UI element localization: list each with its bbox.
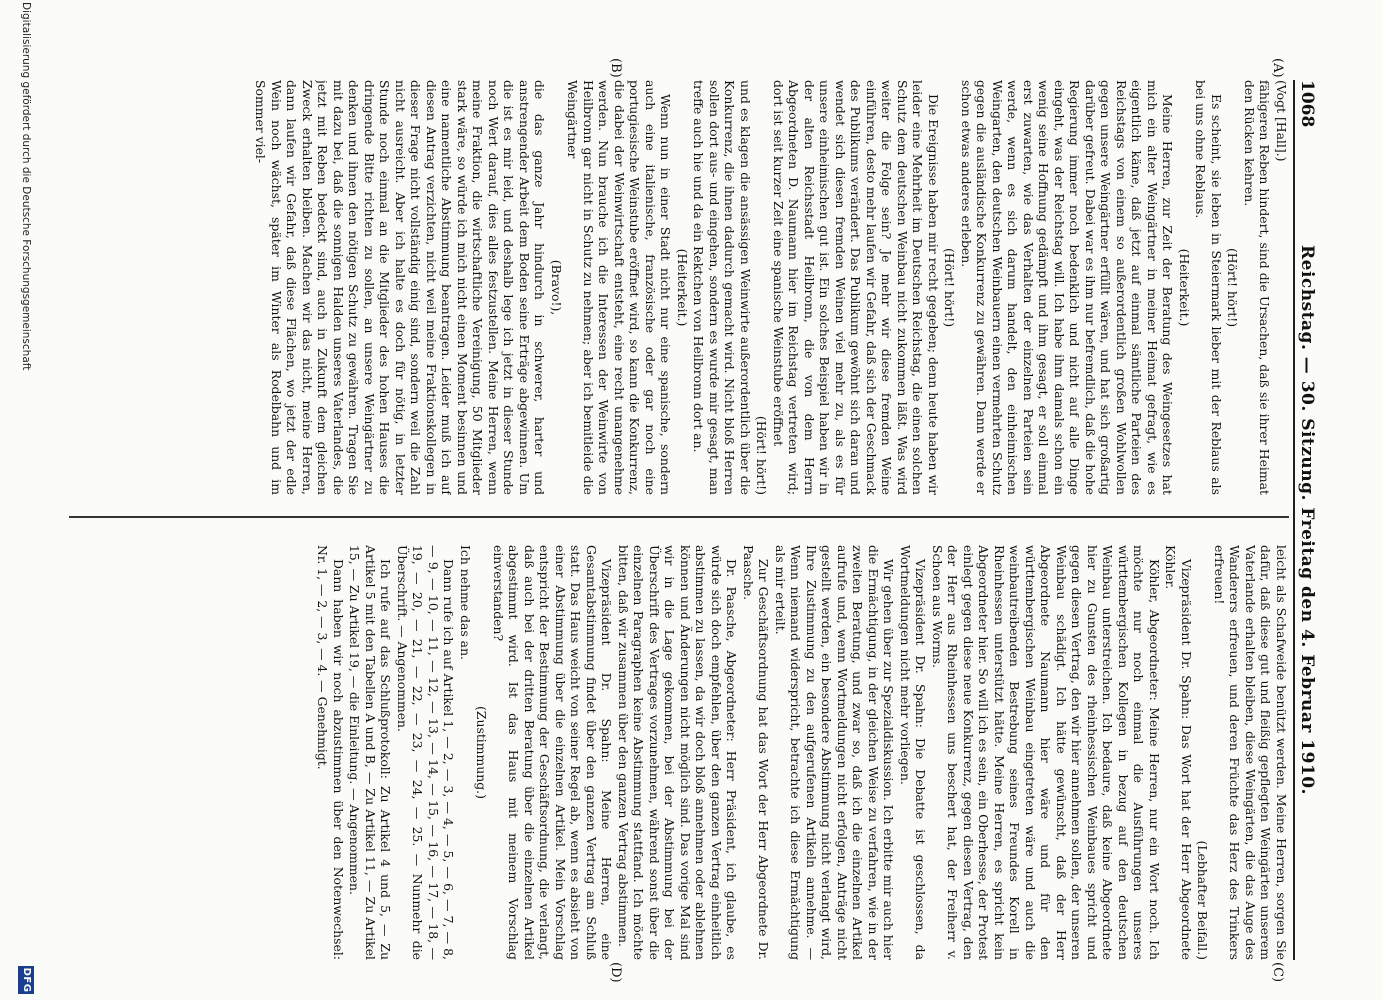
paragraph: fähigeren Reben hindert, sind die Ursachen, daß sie ihrer Heimat den Rücken kehren. <box>1242 80 1273 495</box>
paragraph: Vizepräsident Dr. Spahn: Die Debatte ist geschlossen, da Wortmeldungen nicht mehr vorliegen. <box>898 545 929 960</box>
paragraph: (Vogt [Hall].) <box>1274 80 1289 162</box>
dfg-logo: DFG <box>18 966 34 994</box>
paragraph: Zur Geschäftsordnung hat das Wort der Herr Abgeordnete Dr. Paasche. <box>741 545 772 960</box>
paragraph: Es scheint, sie leben in Steiermark lieber mit der Reblaus als bei uns ohne Reblaus. <box>1193 80 1224 495</box>
funding-credit: Digitalisierung gefördert durch die Deutsche Forschungsgemeinschaft <box>20 2 32 371</box>
left-text-column <box>69 80 1289 495</box>
paragraph: Ich nehme das an. <box>458 545 473 660</box>
right-text-column <box>69 545 1289 960</box>
paragraph: Wenn nun in einer Stadt nicht nur eine spanische, sondern auch eine italienische, französische oder gar noch eine portugiesische Weinstube eröffnet wird, so kann die Konkurrenz, die dabei der Weinwirtschaft entsteht, eine recht unangenehme werden. Nun brauche ich die Interessen der Weinwirte von Heilbronn gar nicht in Schutz zu nehmen; aber ich bemitleide die Weingärtner <box>565 80 674 495</box>
margin-letter-d: (D) <box>608 962 623 983</box>
margin-letter-c: (C) <box>1270 962 1285 983</box>
paragraph: Ich rufe auf das Schlußprotokoll: Zu Artikel 4 und 5, — Zu Artikel 5 mit den Tabellen A und B, — Zu Artikel 11, — Zu Artikel 15, — Zu Artikel 19, — die Einleitung. — Angenommen. <box>347 545 394 960</box>
running-title: Reichstag. — 30. Sitzung. Freitag den 4. Februar 1910. <box>1297 245 1317 795</box>
margin-letter-b: (B) <box>608 58 623 78</box>
paragraph: (Hört! hört!) <box>1225 247 1241 328</box>
paragraph: Köhler, Abgeordneter: Meine Herren, nur ein Wort noch. Ich möchte nur noch einmal die Ausführungen unseres württembergischen Kollegen in bezug auf den deutschen Weinbau unterstreichen. Ich bedaure, daß keine Abgeordnete hier zu Gunsten des rheinhessischen Weinbaues spricht und gegen diesen Vertrag, den wir hier annehmen sollen, der unseren Weinbau schädigt. Ich hätte gewünscht, daß der Herr Abgeordnete Naumann hier wäre und für den württembergischen Weinbau eingetreten wäre und auch die weinbautreibenden Bestrebung seines Freundes Korell in Rheinhessen unterstützt hätte. Meine Herren, es spricht kein Abgeordneter hier. So will ich es sein, ein Oberhesse, der Protest einlegt gegen diese neue Konkurrenz, gegen diesen Vertrag, den der Herr aus Rheinhessen uns beschert hat, der Freiherr v. Schoen aus Worms. <box>930 545 1162 960</box>
paragraph: Vizepräsident Dr. Spahn: Das Wort hat der Herr Abgeordnete Köhler. <box>1163 545 1194 960</box>
paragraph: (Heiterkeit.) <box>675 248 690 327</box>
paragraph: Wir gehen über zur Spezialdiskussion. Ich erbitte mir auch hier die Ermächtigung, in der gleichen Weise zu verfahren, wie in der zweiten Beratung, und zwar so, daß ich die einzelnen Artikel aufrufe und, wenn Wortmeldungen nicht erfolgen, Anträge nicht gestellt werden, ein besondere Abstimmung nicht verlangt wird, Ihre Zustimmung zu den aufgerufenen Artikeln annehme. — Wenn niemand widerspricht, betrachte ich diese Ermächtigung als mir erteilt. <box>773 545 897 960</box>
column-divider <box>69 516 1289 518</box>
paragraph: (Heiterkeit.) <box>1177 248 1192 327</box>
paragraph: (Hört! hört!) <box>942 247 958 328</box>
paragraph: leicht als Schafweide benützt werden. Meine Herren, sorgen Sie dafür, daß diese gut und fleißig gepflegten Weingärten unserem Vaterlande erhalten bleiben, diese Weingärten, die das Auge des Wanderers erfreuen, und deren Früchte das Herz des Trinkers erfreuen! <box>1212 545 1289 960</box>
margin-letter-a: (A) <box>1270 58 1285 78</box>
paragraph: Die Ereignisse haben mir recht gegeben; denn heute haben wir leider eine Mehrheit im Deutschen Reichstag, die einen solchen Schutz dem deutschen Weinbau nicht zukommen läßt. Was wird weiter die Folge sein? Je mehr wir diese fremden Weine einführen, desto mehr laufen wir Gefahr, daß sich der Geschmack des Publikums verändert. Das Publikum gewöhnt sich daran und wendet sich diesen fremden Weinen viel mehr zu, als es für unsere einheimischen gut ist. Ein solches Beispiel haben wir in der alten Reichsstadt Heilbronn, die von dem Herrn Abgeordneten D. Naumann hier im Reichstag vertreten wird; dort ist seit kurzer Zeit eine spanische Weinstube eröffnet <box>771 80 941 495</box>
paragraph: (Hört! hört!) <box>754 415 770 495</box>
paragraph: Vizepräsident Dr. Spahn: Meine Herren, eine Gesamtabstimmung findet über den ganzen Vertrag am Schluß statt. Das Haus weicht von seiner Regel ab, wenn es absieht von einer Abstimmung über die einzelnen Artikel. Mein Vorschlag entspricht der Bestimmung der Geschäftsordnung, die verlangt, daß auch bei der dritten Beratung über die einzelnen Artikel abgestimmt wird. Ist das Haus mit meinem Vorschlag einverstanden? <box>491 545 615 960</box>
paragraph: (Zustimmung.) <box>474 706 490 799</box>
paragraph: (Lebhafter Beifall.) <box>1195 840 1211 960</box>
paragraph: die das ganze Jahr hindurch in schwerer, harter und anstrengender Arbeit dem Boden seine Erträge abgewinnen. Um die ist es mir leid, und deshalb lege ich jetzt in dieser Stunde noch Wert darauf, dies alles festzustellen. Meine Herren, wenn meine Fraktion, die wirtschaftliche Vereinigung, 50 Mitglieder stark wäre, so würde ich mich nicht einen Moment besinnen und eine namentliche Abstimmung beantragen. Leider muß ich auf diesen Antrag verzichten, nicht weil meine Fraktionskollegen in dieser Frage nicht vollständig einig sind, sondern weil die Zahl nicht ausreicht. Aber ich halte es doch für nötig, in letzter Stunde noch einmal an die Mitglieder des hohen Hauses die dringende Bitte richten zu sollen, an unsere Weingärtner zu denken und ihnen den nötigen Schutz zu gewähren. Tragen Sie mit dazu bei, daß die sonnigen Halden unseres Vaterlandes, die jetzt mit Reben bedeckt sind, auch in Zukunft dem gleichen Zweck erhalten bleiben. Machen wir das nicht, meine Herren, dann laufen wir Gefahr, daß diese Flächen, wo jetzt der edle Wein noch wächst, später im Winter als Rodelbahn und im Sommer viel- <box>253 80 548 495</box>
paragraph: (Bravo!), <box>549 259 564 316</box>
paragraph: und es klagen die ansässigen Weinwirte außerordentlich über die Konkurrenz, die ihnen dadurch gemacht wird. Nicht bloß Herren sollen dort aus- und eingehen, sondern es wurde mir gesagt, man treffe auch hie und da ein Rektchen von Heilbronn dort an. <box>691 80 753 495</box>
page-number: 1068 <box>1297 80 1317 128</box>
page-footer <box>11 0 37 1000</box>
paragraph: Dann rufe ich auf Artikel 1, — 2, — 3, — 4, — 5, — 6, — 7, — 8, — 9, — 10, — 11, — 12, — 13, — 14, — 15, — 16, — 17, — 18, — 19, — 20, — 21, — 22, — 23, — 24, — 25. — Nunmehr die Überschrift. — Angenommen. <box>395 545 457 960</box>
paragraph: Dr. Paasche, Abgeordneter: Herr Präsident, ich glaube, es würde sich doch empfehlen, über den ganzen Vertrag einheitlich abstimmen zu lassen, da wir doch bloß annehmen oder ablehnen können und Änderungen nicht möglich sind. Das vorige Mal sind wir in die Lage gekommen, bei der Abstimmung bei der Überschrift des Vertrages vorzunehmen, während sonst über die einzelnen Paragraphen keine Abstimmung stattfand. Ich möchte bitten, daß wir zusammen über den ganzen Vertrag abstimmen. <box>616 545 740 960</box>
paragraph: Dann haben wir noch abzustimmen über den Notenwechsel: Nr. 1, — 2, — 3, — 4. — Genehmigt. <box>315 545 346 960</box>
page-header <box>1293 80 1317 960</box>
paragraph: Meine Herren, zur Zeit der Beratung des Weingesetzes hat mich ein alter Weingärtner in meiner Heimat gefragt, wie es eigentlich käme, daß jetzt auf einmal sämtliche Parteien des Reichstags von einem so außerordentlich großen Wohlwollen gegen unsere Weingärtner erfüllt wären, und hat sich großartig darüber gefreut. Dabei war es ihm nur befremdlich, daß die hohe Regierung immer noch bedenklich und nicht auf alle Dinge eingeht, was der Reichstag will. Ich habe ihm damals schon ein wenig seine Hoffnung gedämpft und ihm gesagt, er soll einmal erst zuwarten, wie das Verhalten der einzelnen Parteien sein werde, wenn es sich darum handelt, den einheimischen Weingarten, den deutschen Weinbauern einen vermehrten Schutz gegen die ausländische Konkurrenz zu gewähren. Dann werde er schon etwas anderes erleben. <box>959 80 1176 495</box>
